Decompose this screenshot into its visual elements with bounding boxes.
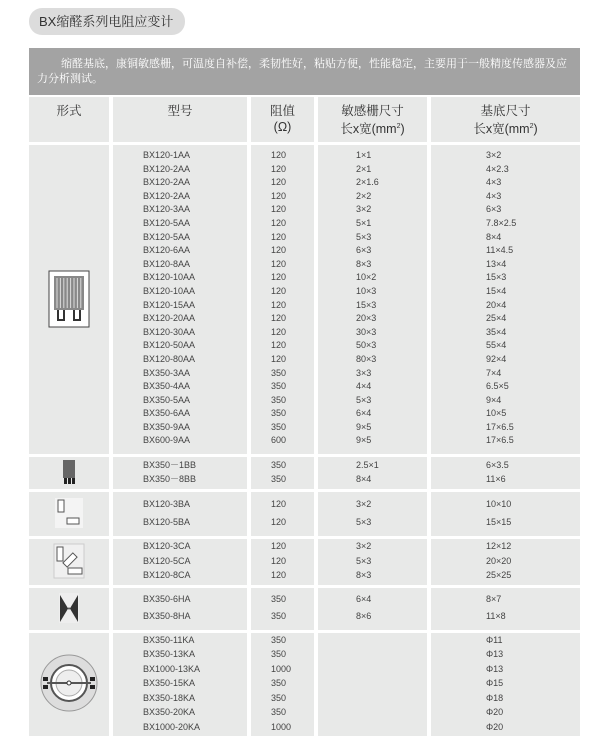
- model-value: BX350-4AA: [143, 381, 191, 392]
- gauge-form-cell: [29, 492, 109, 536]
- resistance-value: 120: [271, 272, 287, 283]
- model-value: BX120-2AA: [143, 190, 191, 201]
- resistance-value: 120: [271, 353, 287, 364]
- model-value: BX120-3CA: [143, 541, 191, 552]
- model-value: BX120-5CA: [143, 555, 191, 566]
- model-value: BX600-9AA: [143, 435, 191, 446]
- grid-size-value: 9×5: [356, 435, 372, 446]
- grid-size-column-cell: [318, 145, 427, 454]
- model-value: BX120-10AA: [143, 285, 196, 296]
- model-value: BX350-20KA: [143, 707, 196, 718]
- resistance-value: 120: [271, 231, 287, 242]
- base-size-column-cell: [431, 492, 580, 536]
- resistance-value: 350: [271, 394, 287, 405]
- model-value: BX350-3AA: [143, 367, 191, 378]
- gauge-form-cell: [29, 633, 109, 737]
- header-resistance: [251, 97, 314, 142]
- grid-size-value: 5×3: [356, 517, 372, 528]
- grid-size-value: 5×3: [356, 394, 372, 405]
- resistance-value: 350: [271, 460, 287, 471]
- spec-table: [29, 97, 580, 739]
- base-size-value: 9×4: [486, 394, 502, 405]
- model-value: BX120-30AA: [143, 326, 196, 337]
- resistance-value: 1000: [271, 721, 292, 732]
- grid-size-column-cell: [318, 588, 427, 630]
- grid-size-value: 9×5: [356, 421, 372, 432]
- resistance-value: 120: [271, 217, 287, 228]
- grid-size-value: 4×4: [356, 381, 372, 392]
- base-unit-close: ): [533, 122, 538, 137]
- gauge-form-cell: [29, 539, 109, 585]
- grid-size-value: [356, 633, 427, 648]
- grid-size-value: [356, 676, 427, 691]
- narrow-gauge-icon: [62, 459, 76, 487]
- resistance-value: 350: [271, 692, 287, 703]
- base-size-value: 4×3: [486, 177, 502, 188]
- grid-size-value: 2×2: [356, 190, 372, 201]
- gauge-form-cell: [29, 588, 109, 630]
- model-column-cell: [113, 588, 247, 630]
- resistance-value: 350: [271, 421, 287, 432]
- grid-unit-text: 长x宽(mm: [340, 122, 397, 137]
- model-value: BX120-8CA: [143, 570, 191, 581]
- model-value: BX1000-13KA: [143, 663, 201, 674]
- resistance-value: 350: [271, 634, 287, 645]
- base-size-value: 11×6: [486, 474, 506, 485]
- model-value: BX120-2AA: [143, 163, 191, 174]
- model-value: BX120-80AA: [143, 353, 196, 364]
- base-size-value: Φ20: [486, 707, 504, 718]
- grid-unit-sup: 2: [396, 123, 401, 130]
- grid-size-value: 2.5×1: [356, 460, 379, 471]
- header-form: [29, 97, 109, 142]
- resistance-value: 350: [271, 610, 287, 621]
- header-grid-size: [318, 97, 427, 142]
- header-grid-size-unit: [318, 119, 427, 137]
- single-axis-gauge-icon: [48, 270, 90, 330]
- resistance-value: 120: [271, 499, 287, 510]
- resistance-value: 120: [271, 555, 287, 566]
- base-size-value: 6.5×5: [486, 381, 509, 392]
- resistance-value: 350: [271, 678, 287, 689]
- base-size-value: 8×4: [486, 231, 502, 242]
- base-unit-text: 长x宽(mm: [473, 122, 530, 137]
- model-value: BX350-9AA: [143, 421, 191, 432]
- gauge-form-cell: [29, 457, 109, 489]
- model-value: BX120-5AA: [143, 231, 191, 242]
- grid-size-column-cell: [318, 633, 427, 737]
- series-description: 缩醛基底，康铜敏感栅，可温度自补偿，柔韧性好，粘贴方便，性能稳定，主要用于一般精度传感器及应力分析测试。: [29, 48, 580, 95]
- base-size-value: 20×4: [486, 299, 507, 310]
- resistance-value: 120: [271, 190, 287, 201]
- base-size-value: 12×12: [486, 541, 512, 552]
- grid-size-value: 3×2: [356, 204, 372, 215]
- resistance-value: 120: [271, 285, 287, 296]
- header-base-size: [431, 97, 580, 142]
- base-unit-sup: 2: [529, 123, 534, 130]
- base-size-value: 4×3: [486, 190, 502, 201]
- base-size-column-cell: [431, 588, 580, 630]
- resistance-value: 350: [271, 649, 287, 660]
- base-size-value: 4×2.3: [486, 163, 509, 174]
- grid-size-value: 6×4: [356, 593, 372, 604]
- model-column-cell: [113, 145, 247, 454]
- grid-size-value: 10×2: [356, 272, 377, 283]
- model-value: BX350-15KA: [143, 678, 196, 689]
- gauge-group-row: [29, 633, 580, 737]
- resistance-value: 120: [271, 245, 287, 256]
- resistance-value: 120: [271, 313, 287, 324]
- model-column-cell: [113, 492, 247, 536]
- grid-size-column-cell: [318, 539, 427, 585]
- base-size-value: 17×6.5: [486, 421, 514, 432]
- base-size-value: 7.8×2.5: [486, 217, 517, 228]
- header-model: [113, 97, 247, 142]
- base-size-value: 11×8: [486, 610, 506, 621]
- base-size-value: 15×15: [486, 517, 512, 528]
- resistance-value: 350: [271, 474, 287, 485]
- grid-size-column-cell: [318, 492, 427, 536]
- model-value: BX1000-20KA: [143, 721, 201, 732]
- grid-size-value: 6×3: [356, 245, 372, 256]
- grid-size-value: [356, 705, 427, 720]
- table-body: [29, 145, 580, 736]
- resistance-value: 350: [271, 367, 287, 378]
- model-column-cell: [113, 539, 247, 585]
- model-value: BX120-5BA: [143, 517, 191, 528]
- base-size-value: 25×25: [486, 570, 512, 581]
- base-size-value: 15×4: [486, 285, 507, 296]
- table-header: [29, 97, 580, 142]
- base-size-value: 11×4.5: [486, 245, 514, 256]
- base-size-value: Φ15: [486, 678, 504, 689]
- resistance-value: 120: [271, 541, 287, 552]
- base-size-value: Φ11: [486, 634, 503, 645]
- grid-size-value: 10×3: [356, 285, 377, 296]
- base-size-column-cell: [431, 539, 580, 585]
- grid-size-value: 20×3: [356, 313, 377, 324]
- grid-size-value: [356, 662, 427, 677]
- grid-size-value: 6×4: [356, 408, 372, 419]
- base-size-value: 20×20: [486, 555, 512, 566]
- resistance-value: 350: [271, 593, 287, 604]
- model-value: BX350-18KA: [143, 692, 196, 703]
- resistance-value: 350: [271, 707, 287, 718]
- gauge-group-row: [29, 492, 580, 536]
- grid-size-value: 80×3: [356, 353, 377, 364]
- base-size-column-cell: [431, 145, 580, 454]
- resistance-value: 120: [271, 163, 287, 174]
- grid-size-value: 15×3: [356, 299, 377, 310]
- resistance-value: 120: [271, 326, 287, 337]
- model-value: BX120-50AA: [143, 340, 196, 351]
- header-resistance-unit: (Ω): [273, 120, 292, 134]
- model-value: BX350-13KA: [143, 649, 196, 660]
- model-value: BX120-15AA: [143, 299, 196, 310]
- base-size-value: 17×6.5: [486, 435, 514, 446]
- gauge-group-row: [29, 457, 580, 489]
- resistance-value: 120: [271, 570, 287, 581]
- model-value: BX350-11KA: [143, 634, 195, 645]
- resistance-column-cell: [251, 539, 314, 585]
- grid-size-column-cell: [318, 457, 427, 489]
- base-size-column-cell: [431, 633, 580, 737]
- base-size-value: Φ20: [486, 721, 504, 732]
- grid-size-value: [356, 647, 427, 662]
- model-column-cell: [113, 457, 247, 489]
- grid-size-value: 50×3: [356, 340, 377, 351]
- shear-gauge-icon: [58, 592, 80, 626]
- resistance-value: 350: [271, 381, 287, 392]
- resistance-value: 120: [271, 177, 287, 188]
- circular-diaphragm-gauge-icon: [39, 651, 99, 717]
- grid-size-value: 1×1: [356, 150, 372, 160]
- base-size-value: 3×2: [486, 150, 502, 160]
- header-grid-size-label: 敏感栅尺寸: [341, 104, 404, 118]
- resistance-value: 120: [271, 204, 287, 215]
- model-value: BX120-3BA: [143, 499, 191, 510]
- model-value: BX350－1BB: [143, 460, 197, 471]
- model-value: BX350-8HA: [143, 610, 191, 621]
- base-size-value: Φ13: [486, 649, 504, 660]
- resistance-column-cell: [251, 145, 314, 454]
- model-value: BX350-5AA: [143, 394, 191, 405]
- two-element-rosette-icon: [54, 497, 84, 531]
- grid-size-value: 8×6: [356, 610, 372, 621]
- resistance-value: 120: [271, 258, 287, 269]
- base-size-value: 10×5: [486, 408, 507, 419]
- grid-size-value: 3×2: [356, 541, 372, 552]
- base-size-value: 15×3: [486, 272, 507, 283]
- base-size-value: 7×4: [486, 367, 502, 378]
- grid-size-value: 5×1: [356, 217, 372, 228]
- grid-size-value: 8×4: [356, 474, 372, 485]
- base-size-column-cell: [431, 457, 580, 489]
- gauge-group-row: [29, 588, 580, 630]
- series-title: BX缩醛系列电阻应变计: [29, 8, 185, 35]
- resistance-value: 600: [271, 435, 287, 446]
- resistance-column-cell: [251, 492, 314, 536]
- resistance-column-cell: [251, 588, 314, 630]
- resistance-value: 120: [271, 299, 287, 310]
- grid-size-value: [356, 720, 427, 735]
- base-size-value: 8×7: [486, 593, 502, 604]
- grid-unit-close: ): [400, 122, 405, 137]
- grid-size-value: 2×1.6: [356, 177, 379, 188]
- base-size-value: Φ13: [486, 663, 504, 674]
- resistance-value: 350: [271, 408, 287, 419]
- header-base-size-label: 基底尺寸: [480, 104, 531, 118]
- base-size-value: Φ18: [486, 692, 504, 703]
- grid-size-value: 2×1: [356, 163, 372, 174]
- grid-size-value: 8×3: [356, 258, 372, 269]
- model-value: BX120-5AA: [143, 217, 191, 228]
- resistance-value: 1000: [271, 663, 292, 674]
- resistance-value: 120: [271, 340, 287, 351]
- model-value: BX120-6AA: [143, 245, 191, 256]
- model-value: BX120-8AA: [143, 258, 191, 269]
- base-size-value: 55×4: [486, 340, 507, 351]
- header-base-size-unit: [431, 119, 580, 137]
- gauge-group-row: [29, 145, 580, 454]
- resistance-column-cell: [251, 457, 314, 489]
- resistance-value: 120: [271, 150, 287, 160]
- model-column-cell: [113, 633, 247, 737]
- grid-size-value: 5×3: [356, 555, 372, 566]
- model-value: BX350-6HA: [143, 593, 191, 604]
- model-value: BX120-2AA: [143, 177, 191, 188]
- model-value: BX350-6AA: [143, 408, 191, 419]
- base-size-value: 13×4: [486, 258, 507, 269]
- gauge-form-cell: [29, 145, 109, 454]
- model-value: BX120-1AA: [143, 150, 191, 160]
- base-size-value: 10×10: [486, 499, 512, 510]
- grid-size-value: 5×3: [356, 231, 372, 242]
- grid-size-value: 8×3: [356, 570, 372, 581]
- model-value: BX120-10AA: [143, 272, 196, 283]
- base-size-value: 6×3: [486, 204, 502, 215]
- grid-size-value: 3×3: [356, 367, 372, 378]
- grid-size-value: [356, 691, 427, 706]
- model-value: BX350－8BB: [143, 474, 197, 485]
- base-size-value: 92×4: [486, 353, 507, 364]
- resistance-value: 120: [271, 517, 287, 528]
- model-value: BX120-20AA: [143, 313, 196, 324]
- header-resistance-label: 阻值: [269, 104, 295, 118]
- grid-size-value: 3×2: [356, 499, 372, 510]
- grid-size-value: 30×3: [356, 326, 377, 337]
- base-size-value: 6×3.5: [486, 460, 509, 471]
- three-element-rosette-icon: [53, 543, 85, 581]
- header-form-label: 形式: [56, 104, 82, 118]
- resistance-column-cell: [251, 633, 314, 737]
- base-size-value: 25×4: [486, 313, 507, 324]
- header-model-label: 型号: [167, 104, 193, 118]
- model-value: BX120-3AA: [143, 204, 191, 215]
- gauge-group-row: [29, 539, 580, 585]
- base-size-value: 35×4: [486, 326, 507, 337]
